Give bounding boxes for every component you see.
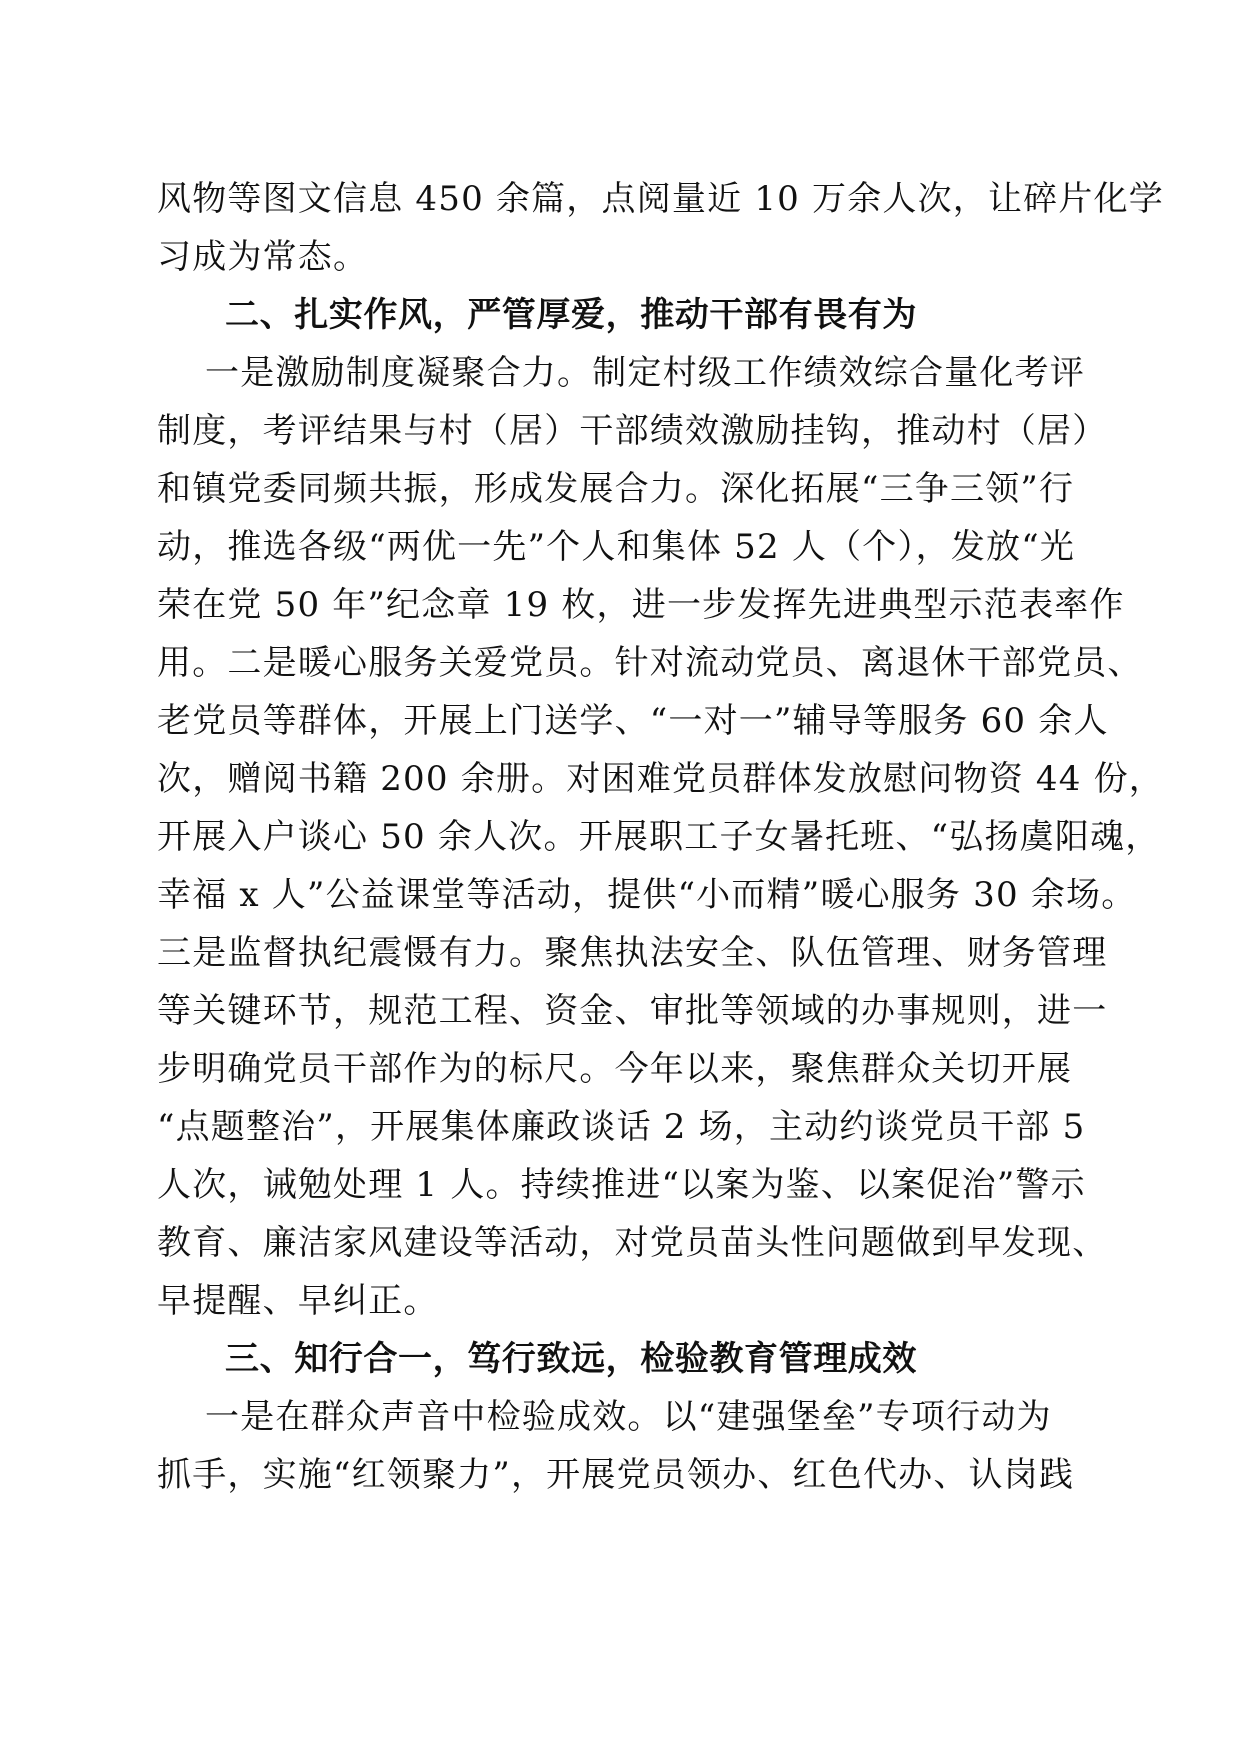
body-text-line: 老党员等群体，开展上门送学、“一对一”辅导等服务 60 余人: [157, 701, 1109, 741]
body-text-line: 制度，考评结果与村（居）干部绩效激励挂钩，推动村（居）: [157, 411, 1108, 451]
body-text-line: 人次，诫勉处理 1 人。持续推进“以案为鉴、以案促治”警示: [157, 1165, 1086, 1205]
body-text-line: 幸福 x 人”公益课堂等活动，提供“小而精”暖心服务 30 余场。: [157, 875, 1137, 915]
body-text-line: 三是监督执纪震慑有力。聚焦执法安全、队伍管理、财务管理: [157, 933, 1108, 973]
body-text-line: 等关键环节，规范工程、资金、审批等领域的办事规则，进一: [157, 991, 1108, 1031]
body-text-line: 一是在群众声音中检验成效。以“建强堡垒”专项行动为: [205, 1397, 1052, 1437]
body-text-line: 用。二是暖心服务关爱党员。针对流动党员、离退休干部党员、: [157, 643, 1143, 683]
body-text-line: 教育、廉洁家风建设等活动，对党员苗头性问题做到早发现、: [157, 1223, 1108, 1263]
body-text-line: “点题整治”，开展集体廉政谈话 2 场，主动约谈党员干部 5: [157, 1107, 1086, 1147]
body-text-line: 次，赠阅书籍 200 余册。对困难党员群体发放慰问物资 44 份，: [157, 759, 1164, 799]
body-text-line: 荣在党 50 年”纪念章 19 枚，进一步发挥先进典型示范表率作: [157, 585, 1125, 625]
body-text-line: 开展入户谈心 50 余人次。开展职工子女暑托班、“弘扬虞阳魂，: [157, 817, 1161, 857]
body-text-line: 和镇党委同频共振，形成发展合力。深化拓展“三争三领”行: [157, 469, 1075, 509]
body-text-line: 早提醒、早纠正。: [157, 1281, 439, 1321]
section-heading-3: 三、知行合一，笃行致远，检验教育管理成效: [225, 1339, 917, 1379]
body-text-line: 一是激励制度凝聚合力。制定村级工作绩效综合量化考评: [205, 353, 1085, 393]
body-text-line: 步明确党员干部作为的标尺。今年以来，聚焦群众关切开展: [157, 1049, 1073, 1089]
section-heading-2: 二、扎实作风，严管厚爱，推动干部有畏有为: [225, 295, 917, 335]
body-text-line: 习成为常态。: [157, 237, 369, 277]
body-text-line: 抓手，实施“红领聚力”，开展党员领办、红色代办、认岗践: [157, 1455, 1075, 1495]
body-text-line: 风物等图文信息 450 余篇，点阅量近 10 万余人次，让碎片化学: [157, 179, 1164, 219]
body-text-line: 动，推选各级“两优一先”个人和集体 52 人（个），发放“光: [157, 527, 1076, 567]
